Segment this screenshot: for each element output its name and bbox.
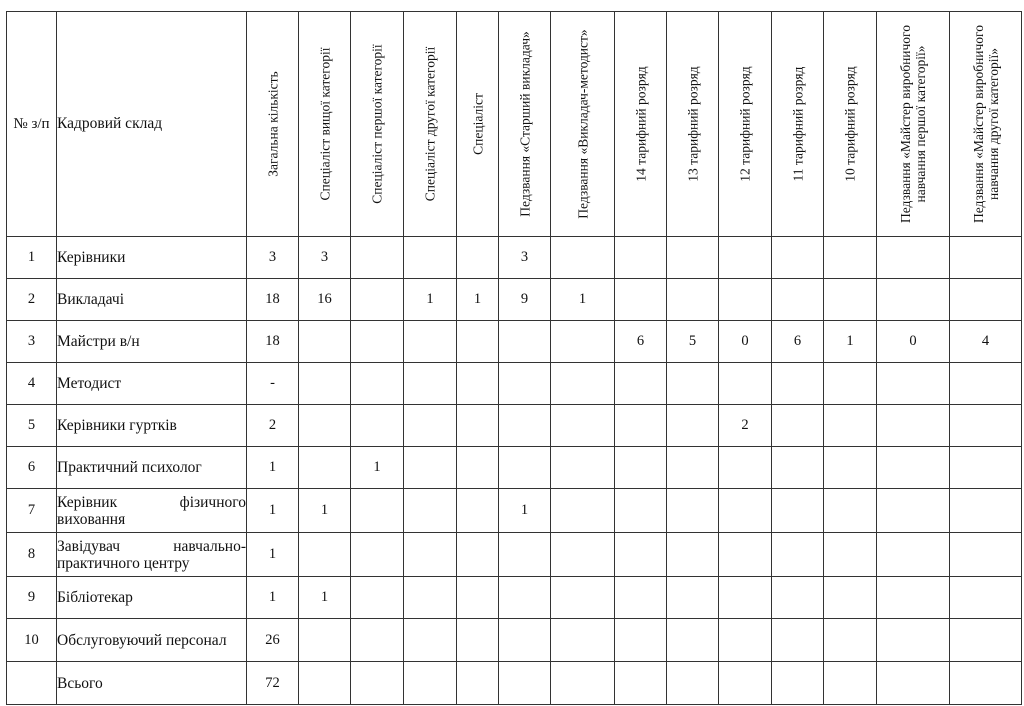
table-cell <box>551 577 615 619</box>
table-cell <box>499 363 551 405</box>
table-cell <box>950 489 1022 533</box>
table-cell <box>457 489 499 533</box>
header-col-label: Спеціаліст <box>470 93 485 155</box>
table-cell <box>615 237 667 279</box>
table-cell <box>719 489 772 533</box>
table-cell <box>950 619 1022 662</box>
table-cell: 6 <box>772 321 824 363</box>
table-cell <box>499 577 551 619</box>
table-row <box>7 363 1022 405</box>
table-cell: 0 <box>719 321 772 363</box>
table-cell <box>719 447 772 489</box>
table-cell: 1 <box>824 321 877 363</box>
table-cell <box>615 405 667 447</box>
staff-category: Керівники гуртків <box>57 405 247 447</box>
table-cell <box>299 662 351 705</box>
header-col-grade-10 <box>824 12 877 237</box>
table-cell <box>299 405 351 447</box>
table-cell <box>551 447 615 489</box>
row-number: 10 <box>7 619 57 662</box>
table-cell <box>299 533 351 577</box>
row-number: 5 <box>7 405 57 447</box>
header-col-second-category <box>404 12 457 237</box>
staff-category: Завідувач навчально-практичного центру <box>57 533 247 577</box>
header-col-label: Загальна кількість <box>265 71 280 177</box>
table-cell <box>950 662 1022 705</box>
table-cell <box>824 489 877 533</box>
table-cell <box>877 489 950 533</box>
header-col-highest-category <box>299 12 351 237</box>
table-cell: 1 <box>351 447 404 489</box>
table-cell <box>615 279 667 321</box>
table-cell: 18 <box>247 279 299 321</box>
table-cell: 0 <box>877 321 950 363</box>
table-cell: 1 <box>247 533 299 577</box>
table-row <box>7 533 1022 577</box>
table-cell <box>877 279 950 321</box>
table-cell <box>667 279 719 321</box>
table-cell <box>772 577 824 619</box>
table-cell: 5 <box>667 321 719 363</box>
table-cell <box>772 533 824 577</box>
header-col-label: 14 тарифний розряд <box>633 66 648 182</box>
table-cell <box>404 363 457 405</box>
header-col-label: Педзвання «Викладач-методист» <box>575 29 590 219</box>
header-col-label: Педзвання «Старший викладач» <box>517 31 532 217</box>
table-cell <box>351 321 404 363</box>
table-cell <box>404 405 457 447</box>
header-col-first-category <box>351 12 404 237</box>
header-col-label: Педзвання «Майстер виробничого навчання другої категорії» <box>970 24 1001 224</box>
table-cell <box>824 662 877 705</box>
table-cell <box>772 405 824 447</box>
table-cell <box>719 363 772 405</box>
table-cell <box>551 662 615 705</box>
total-count: 72 <box>247 662 299 705</box>
table-cell <box>772 662 824 705</box>
row-number: 7 <box>7 489 57 533</box>
table-cell <box>615 533 667 577</box>
table-cell <box>615 577 667 619</box>
table-cell <box>824 447 877 489</box>
table-cell <box>667 447 719 489</box>
table-cell <box>772 279 824 321</box>
table-cell: 1 <box>247 489 299 533</box>
table-cell: 1 <box>299 577 351 619</box>
table-cell <box>950 405 1022 447</box>
table-cell <box>950 533 1022 577</box>
header-col-label: 10 тарифний розряд <box>842 66 858 182</box>
table-cell <box>719 619 772 662</box>
table-cell <box>877 363 950 405</box>
table-cell <box>719 279 772 321</box>
table-cell <box>824 279 877 321</box>
table-cell <box>877 662 950 705</box>
staff-category: Бібліотекар <box>57 577 247 619</box>
table-row <box>7 577 1022 619</box>
header-col-master-second-category <box>950 12 1022 237</box>
staff-table <box>6 11 1022 705</box>
table-cell <box>457 619 499 662</box>
table-cell <box>719 662 772 705</box>
table-cell: 1 <box>457 279 499 321</box>
header-col-teacher-methodist <box>551 12 615 237</box>
table-cell <box>877 447 950 489</box>
table-row <box>7 405 1022 447</box>
table-cell <box>824 405 877 447</box>
table-row <box>7 447 1022 489</box>
table-cell <box>551 321 615 363</box>
table-cell: 18 <box>247 321 299 363</box>
table-cell <box>667 489 719 533</box>
table-cell <box>824 533 877 577</box>
table-cell <box>499 321 551 363</box>
table-cell <box>457 447 499 489</box>
table-cell <box>719 533 772 577</box>
header-col-senior-teacher <box>499 12 551 237</box>
table-cell <box>299 363 351 405</box>
table-cell: 9 <box>499 279 551 321</box>
table-cell <box>950 447 1022 489</box>
table-cell <box>457 363 499 405</box>
table-cell <box>404 321 457 363</box>
table-cell <box>457 662 499 705</box>
table-cell: 1 <box>247 447 299 489</box>
table-cell <box>615 662 667 705</box>
row-number: 4 <box>7 363 57 405</box>
table-cell <box>667 619 719 662</box>
table-cell <box>615 619 667 662</box>
table-cell <box>824 237 877 279</box>
table-cell <box>499 405 551 447</box>
header-col-label: 12 тарифний розряд <box>737 66 753 182</box>
table-cell <box>719 577 772 619</box>
header-col-master-first-category <box>877 12 950 237</box>
table-cell <box>404 577 457 619</box>
table-cell <box>499 533 551 577</box>
header-col-grade-14 <box>615 12 667 237</box>
table-cell <box>404 447 457 489</box>
row-number <box>7 662 57 705</box>
table-cell <box>719 237 772 279</box>
table-cell <box>499 619 551 662</box>
table-cell <box>457 321 499 363</box>
table-cell: 1 <box>499 489 551 533</box>
header-col-label: 11 тарифний розряд <box>790 66 805 182</box>
table-cell <box>351 533 404 577</box>
table-cell <box>772 447 824 489</box>
header-col-grade-12 <box>719 12 772 237</box>
total-label: Всього <box>57 662 247 705</box>
table-cell <box>772 619 824 662</box>
table-cell <box>824 577 877 619</box>
table-cell <box>824 363 877 405</box>
header-col-label: Спеціаліст першої категорії <box>369 44 385 204</box>
table-cell <box>457 577 499 619</box>
header-col-label: Спеціаліст другої категорії <box>422 46 438 202</box>
table-cell <box>351 405 404 447</box>
row-number: 2 <box>7 279 57 321</box>
table-cell <box>404 489 457 533</box>
table-cell: 1 <box>247 577 299 619</box>
table-cell <box>950 237 1022 279</box>
row-number: 9 <box>7 577 57 619</box>
header-col-total <box>247 12 299 237</box>
table-cell: 2 <box>247 405 299 447</box>
table-cell <box>615 363 667 405</box>
table-cell <box>772 363 824 405</box>
table-cell <box>551 237 615 279</box>
header-col-label: Спеціаліст вищої категорії <box>317 47 332 201</box>
staff-category: Методист <box>57 363 247 405</box>
table-cell <box>667 533 719 577</box>
table-cell: 16 <box>299 279 351 321</box>
table-cell <box>950 279 1022 321</box>
table-cell: 1 <box>299 489 351 533</box>
table-row <box>7 279 1022 321</box>
table-cell <box>877 577 950 619</box>
table-cell <box>299 321 351 363</box>
table-row <box>7 321 1022 363</box>
table-cell <box>457 533 499 577</box>
table-cell <box>667 405 719 447</box>
table-cell: 6 <box>615 321 667 363</box>
table-cell <box>551 619 615 662</box>
header-col-label: 13 тарифний розряд <box>685 66 700 182</box>
table-row <box>7 237 1022 279</box>
table-cell <box>667 237 719 279</box>
staff-category: Керівник фізичного виховання <box>57 489 247 533</box>
table-cell <box>457 405 499 447</box>
table-cell: 2 <box>719 405 772 447</box>
table-cell <box>299 619 351 662</box>
staff-category: Викладачі <box>57 279 247 321</box>
table-cell <box>877 237 950 279</box>
header-name: Кадровий склад <box>57 12 247 237</box>
table-cell <box>404 662 457 705</box>
table-cell <box>950 577 1022 619</box>
table-cell <box>877 533 950 577</box>
header-col-grade-13 <box>667 12 719 237</box>
table-cell: 3 <box>247 237 299 279</box>
table-cell <box>404 533 457 577</box>
table-cell <box>404 237 457 279</box>
table-cell <box>551 405 615 447</box>
table-cell <box>615 447 667 489</box>
table-row <box>7 489 1022 533</box>
row-number: 8 <box>7 533 57 577</box>
table-cell <box>351 619 404 662</box>
staff-category: Обслуговуючий персонал <box>57 619 247 662</box>
row-number: 3 <box>7 321 57 363</box>
table-cell <box>551 363 615 405</box>
table-cell <box>772 489 824 533</box>
table-row <box>7 619 1022 662</box>
table-cell <box>499 662 551 705</box>
table-cell <box>457 237 499 279</box>
row-number: 6 <box>7 447 57 489</box>
staff-category: Керівники <box>57 237 247 279</box>
table-cell: 1 <box>551 279 615 321</box>
table-cell <box>351 662 404 705</box>
table-header <box>7 12 1022 237</box>
table-cell <box>351 363 404 405</box>
header-num: № з/п <box>7 12 57 237</box>
table-cell <box>615 489 667 533</box>
table-cell <box>351 279 404 321</box>
table-cell: 3 <box>299 237 351 279</box>
table-cell <box>667 363 719 405</box>
total-row <box>7 662 1022 705</box>
table-cell <box>551 533 615 577</box>
table-cell <box>404 619 457 662</box>
table-cell <box>351 577 404 619</box>
header-col-specialist <box>457 12 499 237</box>
table-cell <box>877 619 950 662</box>
header-col-grade-11 <box>772 12 824 237</box>
table-cell <box>551 489 615 533</box>
table-cell: 1 <box>404 279 457 321</box>
row-number: 1 <box>7 237 57 279</box>
table-cell: 26 <box>247 619 299 662</box>
table-cell <box>299 447 351 489</box>
table-cell <box>667 662 719 705</box>
header-col-label: Педзвання «Майстер виробничого навчання першої категорії» <box>898 24 928 224</box>
header-row <box>7 12 1022 237</box>
table-cell: 4 <box>950 321 1022 363</box>
table-cell <box>772 237 824 279</box>
table-cell <box>351 489 404 533</box>
table-cell <box>667 577 719 619</box>
table-cell <box>877 405 950 447</box>
staff-category: Практичний психолог <box>57 447 247 489</box>
table-cell <box>824 619 877 662</box>
table-cell <box>351 237 404 279</box>
staff-category: Майстри в/н <box>57 321 247 363</box>
table-cell: 3 <box>499 237 551 279</box>
table-cell <box>499 447 551 489</box>
table-body <box>7 237 1022 705</box>
table-cell: - <box>247 363 299 405</box>
table-cell <box>950 363 1022 405</box>
